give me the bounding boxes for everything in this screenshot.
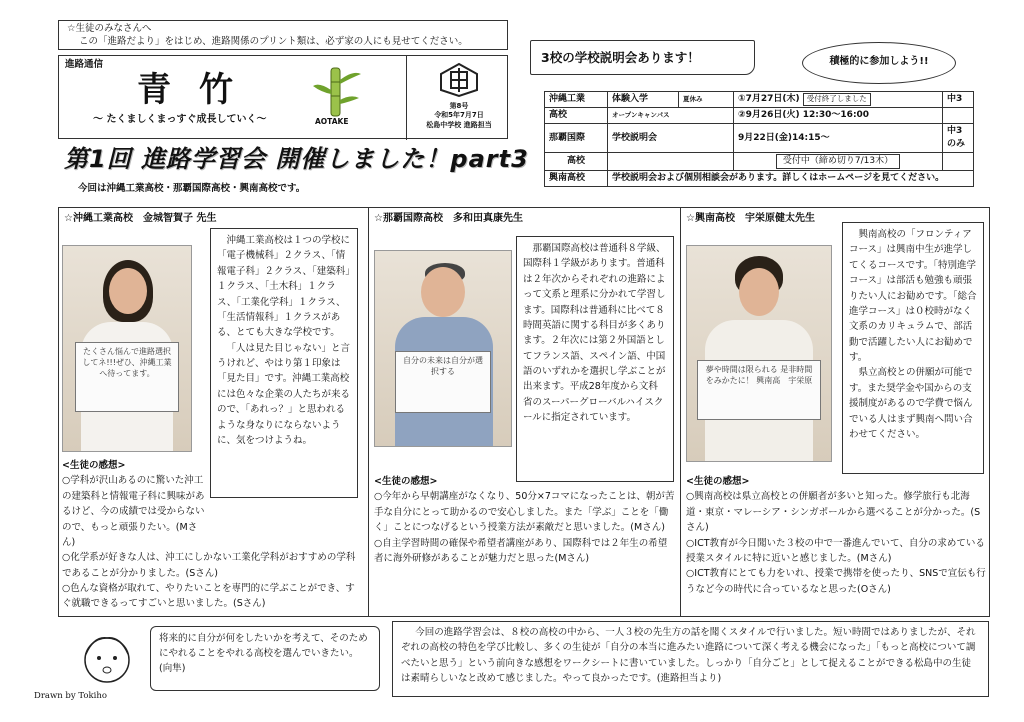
message-board: 夢や時間は限られる 是非時間をみかたに！ 興南高 宇栄原 xyxy=(697,360,821,420)
summary-text: 今回の進路学習会は、８校の高校の中から、一人３校の先生方の話を聞くスタイルで行いました。短い時間ではありましたが、それぞれの高校の特色を学び比較し、多くの生徒が「自分の本当に進みたい進路について深く考える機会になった」「もっと高校について調べたいと思う」という前向きな感想をワークシートに書いていました。しっかり「自分ごと」として捉えることができる松島中の生徒は素晴らしいなと改めて感じました。やって良かったです。(進路担当より) xyxy=(401,627,976,685)
table-cell: 中3のみ xyxy=(943,124,974,153)
table-row xyxy=(545,92,974,108)
intro-text: 今回は沖縄工業高校・那覇国際高校・興南高校です。 xyxy=(78,183,306,194)
school-emblem-icon xyxy=(439,62,479,98)
comment-item: ○学科が沢山あるのに驚いた沖工の建築科と情報電子科に興味があるけど、今の成績では受からないので、もっと頑張りたい。(Mさん) xyxy=(62,475,205,548)
table-cell: 高校 xyxy=(545,153,608,171)
table-cell: 中3 xyxy=(943,92,974,108)
table-row xyxy=(545,108,974,124)
table-cell: 体験入学 xyxy=(608,92,679,108)
comments-header: <生徒の感想> xyxy=(62,460,126,471)
talk-box-naha xyxy=(516,236,674,482)
table-row xyxy=(545,153,974,171)
table-row xyxy=(545,171,974,187)
student-quote-bubble: 将来的に自分が何をしたいかを考えて、そのためにやれることをやれる高校を選んでいきたい。(向隼) xyxy=(150,626,380,691)
summary-box xyxy=(392,621,989,697)
comment-item: ○自主学習時間の確保や希望者講座があり、国際科では２年生の希望者に海外研修があることが魅力だと思った(Mさん) xyxy=(374,537,668,564)
table-cell: 夏休み xyxy=(679,92,734,108)
comments-header: <生徒の感想> xyxy=(686,476,750,487)
table-cell xyxy=(734,153,943,171)
teacher-heading-naha: ☆那覇国際高校 多和田真康先生 xyxy=(374,213,523,224)
student-drawing-icon xyxy=(74,630,140,686)
comment-item: ○ICT教育にとても力をいれ、授業で携帯を使ったり、SNSで宣伝も行うなど今の時代に合っているなと思った(Oさん) xyxy=(686,568,986,595)
message-board: たくさん悩んで進路選択してネ!!!ぜひ、沖縄工業へ待ってます。 xyxy=(75,342,179,412)
comments-naha xyxy=(374,474,676,566)
table-cell: 9月22日(金)14:15～ xyxy=(734,124,943,153)
status-badge: 受付終了しました xyxy=(803,93,871,106)
masthead xyxy=(58,55,508,139)
masthead-divider xyxy=(406,56,407,140)
notice-line-1: ☆生徒のみなさんへ xyxy=(67,23,152,34)
table-cell: 高校 xyxy=(545,108,608,124)
teacher-photo-konan xyxy=(686,245,832,462)
headline: 第1回 進路学習会 開催しました！part3 xyxy=(64,145,529,173)
talk-paragraph: 沖縄工業高校は１つの学校に「電子機械科」２クラス、「情報電子科」２クラス、「建築科」１クラス、「土木科」１クラス、「工業化学科」１クラス、「生活情報科」１クラスがある、とても大きな学校です。 xyxy=(217,235,351,339)
table-cell xyxy=(734,92,943,108)
table-cell: 興南高校 xyxy=(545,171,608,187)
comment-item: ○今年から早朝講座がなくなり、50分×7コマになったことは、朝が苦手な自分にとって助かるので安心しました。また「学ぶ」ことを「働く」ことにつなげるという授業方法が素敵だと思いました。(Mさん) xyxy=(374,491,675,534)
table-cell xyxy=(943,153,974,171)
table-cell: 学校説明会 xyxy=(608,124,734,153)
table-cell xyxy=(608,153,734,171)
masthead-label: 進路通信 xyxy=(65,59,104,70)
teacher-photo-okinawa xyxy=(62,245,192,452)
column-divider xyxy=(680,207,681,617)
masthead-aotake: AOTAKE xyxy=(315,117,349,126)
talk-paragraph: 「人は見た目じゃない」と言うけれど、やはり第１印象は「見た目」です。沖縄工業高校には色々な企業の人たちが来るので、「あれっ？」と思われるような身なりにならないように、気をつけようね。 xyxy=(217,342,351,446)
bamboo-icon xyxy=(311,62,363,118)
talk-paragraph: 興南高校の「フロンティアコース」は興南中生が進学してくるコースです。「特別進学コース」は部活も勉強も頑張りたい人にお勧めです。「総合進学コース」は０校時がなく文系のカリキュラムで、部活動で活躍したい人にお勧めです。 xyxy=(849,229,977,363)
comments-okinawa xyxy=(62,458,362,612)
comments-header: <生徒の感想> xyxy=(374,476,438,487)
issue-date: 令和5年7月7日 xyxy=(434,111,484,120)
schedule-table xyxy=(544,91,974,187)
comment-item: ○興南高校は県立高校との併願者が多いと知った。修学旅行も北海道・東京・マレーシア・シンガポールから選べることが分かった。(Sさん) xyxy=(686,491,981,534)
notice-line-2: この「進路だより」をはじめ、進路関係のプリント類は、必ず家の人にも見せてください。 xyxy=(79,36,468,48)
status-badge: 受付中（締め切り7/13木） xyxy=(776,154,900,169)
comment-item: ○ICT教育が今日聞いた３校の中で一番進んでいて、自分の求めている授業スタイルに特に近いと感じました。(Mさん) xyxy=(686,537,985,564)
table-cell: オープンキャンパス xyxy=(608,108,734,124)
column-divider xyxy=(368,207,369,617)
table-cell: ②9月26日(火) 12:30～16:00 xyxy=(734,108,943,124)
date-text: ①7月27日(木) xyxy=(738,94,800,104)
masthead-issue-info xyxy=(411,102,507,130)
teacher-heading-konan: ☆興南高校 宇栄原健太先生 xyxy=(686,213,815,224)
comment-item: ○色んな資格が取れて、やりたいことを専門的に学ぶことができ、すぐ就職できるってすごいと思いました。(Sさん) xyxy=(62,583,355,610)
masthead-title: 青竹 xyxy=(137,70,261,110)
talk-paragraph: 那覇国際高校は普通科８学級、国際科１学級があります。普通科は２年次からそれぞれの進路によって文系と理系に分かれて学習します。国際科は普通科に比べて８時間英語に関する科目が多くあります。２年次には第２外国語としてフランス語、スペイン語、中国語のいずれかを選択し学ぶことが出来ます。平成28年度から文科省のスーパーグローバルハイスクールに指定されています。 xyxy=(523,243,666,424)
masthead-tagline: ～ たくましくまっすぐ成長していく～ xyxy=(93,114,267,125)
talk-box-konan xyxy=(842,222,984,474)
issue-publisher: 松島中学校 進路担当 xyxy=(426,120,492,129)
issue-number: 第8号 xyxy=(449,102,469,110)
table-row xyxy=(545,124,974,153)
teacher-photo-naha xyxy=(374,250,512,447)
comments-konan xyxy=(686,474,986,597)
notice-box xyxy=(58,20,508,50)
table-cell: 那覇国際 xyxy=(545,124,608,153)
table-cell: 沖縄工業 xyxy=(545,92,608,108)
participate-cloud: 積極的に参加しよう!! xyxy=(802,42,956,84)
drawing-credit: Drawn by Tokiho xyxy=(34,691,107,701)
comment-item: ○化学系が好きな人は、沖工にしかない工業化学科がおすすめの学科であることが分かりました。(Sさん) xyxy=(62,552,356,579)
talk-paragraph: 県立高校との併願が可能です。また奨学金や国からの支援制度があるので学費で悩んでいる人はまず興南へ問い合わせてください。 xyxy=(849,367,973,440)
table-cell: 学校説明会および個別相談会があります。詳しくはホームページを見てください。 xyxy=(608,171,974,187)
table-cell xyxy=(943,108,974,124)
teacher-heading-okinawa: ☆沖縄工業高校 金城智賀子 先生 xyxy=(64,213,217,224)
message-board: 自分の未来は自分が選択する xyxy=(395,351,491,413)
info-session-banner: 3校の学校説明会あります！ xyxy=(530,40,755,75)
